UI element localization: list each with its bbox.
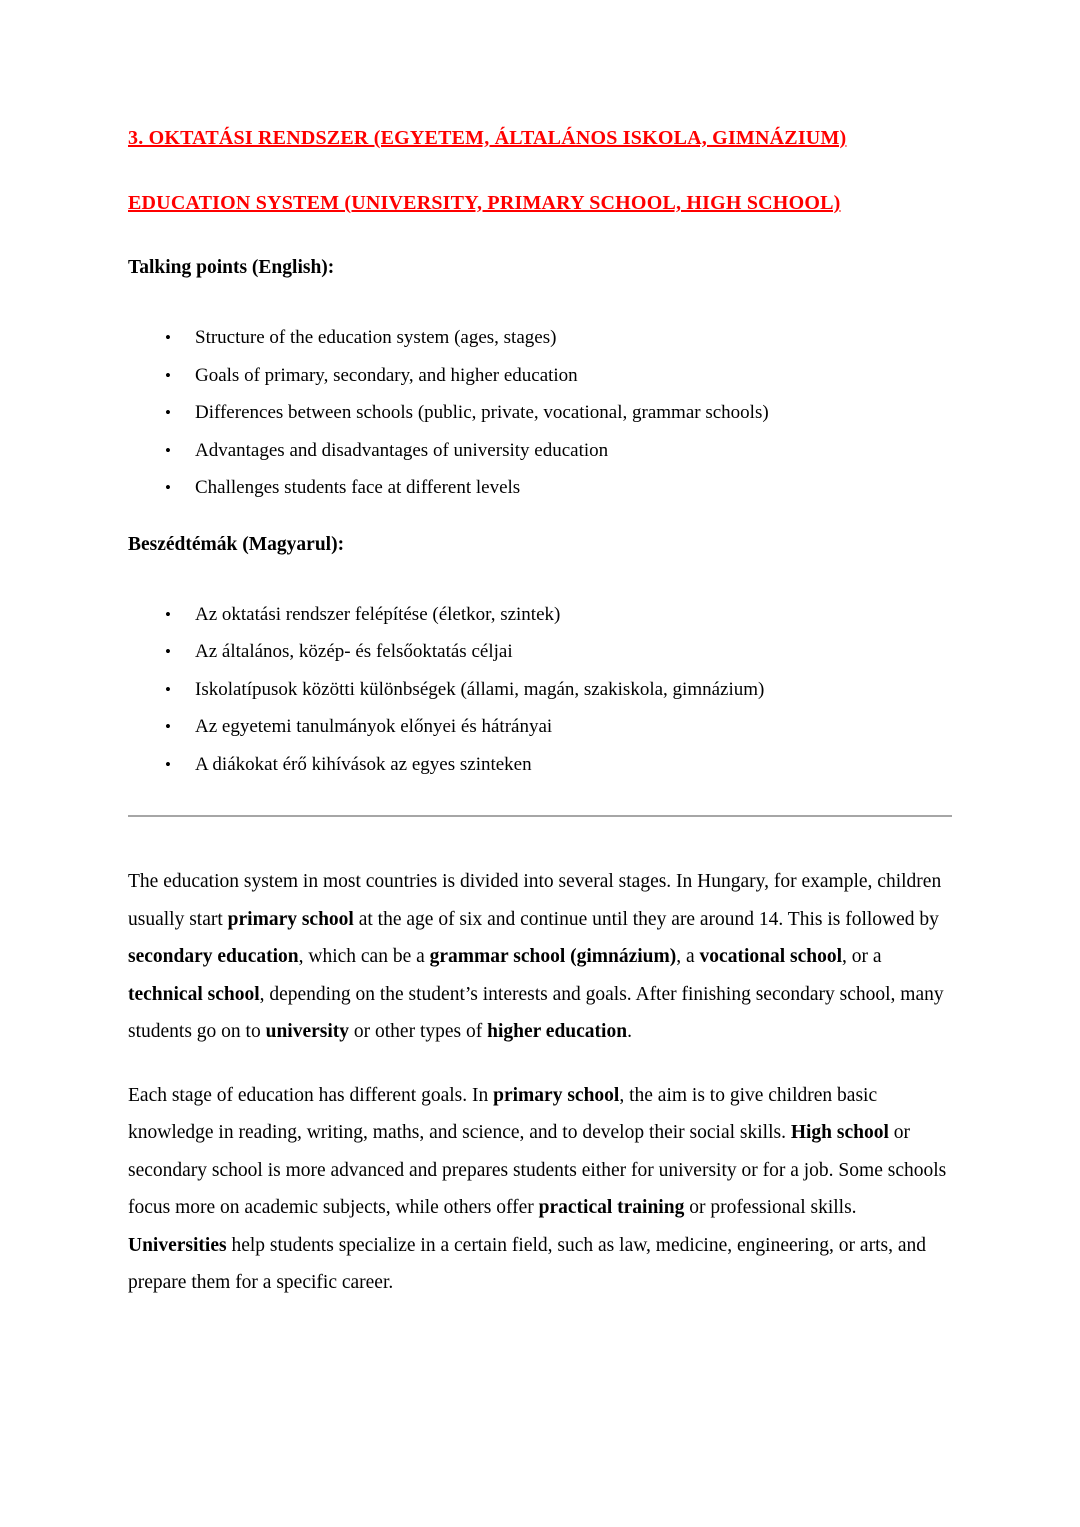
title-hungarian: 3. OKTATÁSI RENDSZER (EGYETEM, ÁLTALÁNOS ISKOLA, GIMNÁZIUM) <box>128 127 847 149</box>
title-english: EDUCATION SYSTEM (UNIVERSITY, PRIMARY SCHOOL, HIGH SCHOOL) <box>128 192 841 214</box>
list-item: • Advantages and disadvantages of university education <box>128 432 952 470</box>
section-divider <box>128 815 952 817</box>
beszedtemak-label: Beszédtémák (Magyarul): <box>128 533 345 555</box>
list-item: • Az általános, közép- és felsőoktatás céljai <box>128 633 952 671</box>
list-item: • A diákokat érő kihívások az egyes szinteken <box>128 746 952 784</box>
list-item: • Iskolatípusok közötti különbségek (állami, magán, szakiskola, gimnázium) <box>128 671 952 709</box>
beszedtemak-list <box>128 596 952 784</box>
talking-points-label: Talking points (English): <box>128 257 335 278</box>
list-item: • Challenges students face at different levels <box>128 469 952 507</box>
paragraph-education-goals: Each stage of education has different goals. In primary school, the aim is to give children basic knowledge in reading, writing, maths, and science, and to develop their social skills. High school or secondary school is more advanced and prepares students either for university or for a job. Some schools focus more on academic subjects, while others offer practical training or professional skills. Universities help students specialize in a certain field, such as law, medicine, engineering, or arts, and prepare them for a specific career. <box>128 1084 947 1293</box>
list-item: • Az oktatási rendszer felépítése (életkor, szintek) <box>128 596 952 634</box>
paragraph-education-stages: The education system in most countries is divided into several stages. In Hungary, for example, children usually start primary school at the age of six and continue until they are around 14. This is followed by secondary education, which can be a grammar school (gimnázium), a vocational school, or a technical school, depending on the student’s interests and goals. After finishing secondary school, many students go on to university or other types of higher education. <box>128 871 944 1042</box>
list-item: • Az egyetemi tanulmányok előnyei és hátrányai <box>128 708 952 746</box>
list-item: • Structure of the education system (ages, stages) <box>128 319 952 357</box>
talking-points-list <box>128 319 952 507</box>
list-item: • Differences between schools (public, private, vocational, grammar schools) <box>128 394 952 432</box>
list-item: • Goals of primary, secondary, and higher education <box>128 357 952 395</box>
